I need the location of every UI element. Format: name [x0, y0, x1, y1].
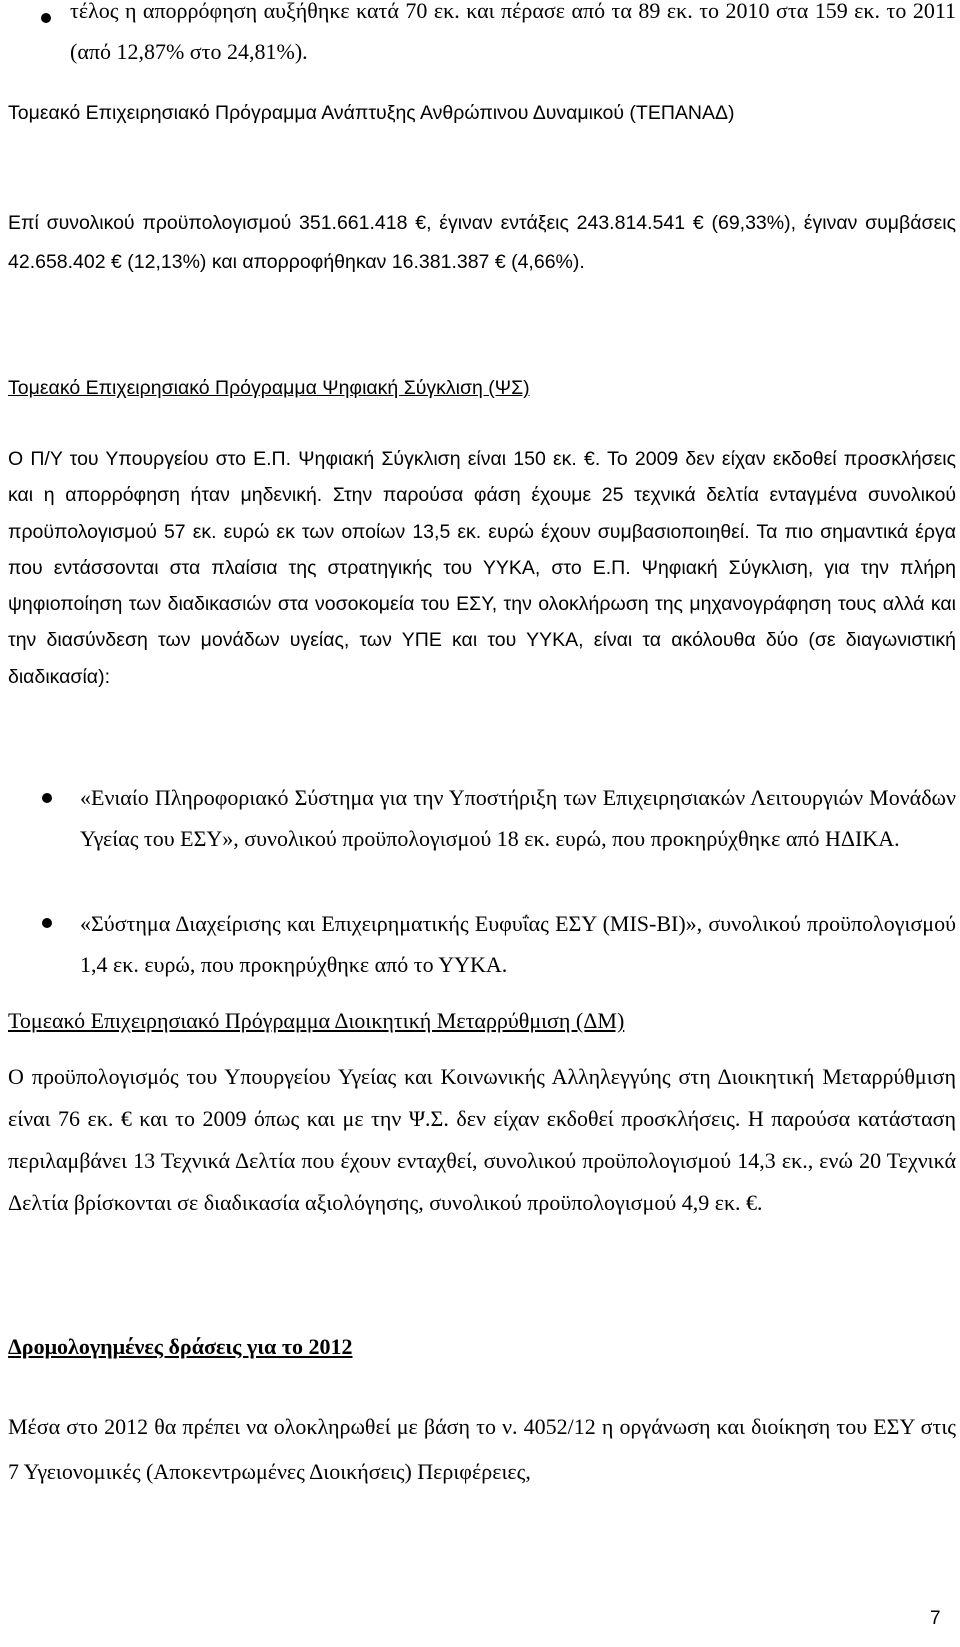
ps-body: Ο Π/Υ του Υπουργείου στο Ε.Π. Ψηφιακή Σύγκλιση είναι 150 εκ. €. Το 2009 δεν είχαν εκδοθεί προσκλήσεις και η απορρόφηση ήταν μηδενική. Στην παρούσα φάση έχουμε 25 τεχνικά δελτία ενταγμένα συνολικού προϋπολογισμού 57 εκ. ευρώ εκ των οποίων 13,5 εκ. ευρώ έχουν συμβασιοποιηθεί. Τα πιο σημαντικά έργα που εντάσσονται στα πλαίσια της στρατηγικής του ΥΥΚΑ, στο Ε.Π. Ψηφιακή Σύγκλιση, για την πλήρη ψηφιοποίηση των διαδικασιών στα νοσοκομεία του ΕΣΥ, την ολοκλήρωση της μηχανογράφηση τους αλλά και την διασύνδεση των μονάδων υγείας, των ΥΠΕ και του ΥΥΚΑ, είναι τα ακόλουθα δύο (σε διαγωνιστική διαδικασία): [8, 448, 956, 688]
dm-body: Ο προϋπολογισμός του Υπουργείου Υγείας και Κοινωνικής Αλληλεγγύης στη Διοικητική Μεταρρύθμιση είναι 76 εκ. € και το 2009 όπως και με την Ψ.Σ. δεν είχαν εκδοθεί προσκλήσεις. Η παρούσα κατάσταση περιλαμβάνει 13 Τεχνικά Δελτία που έχουν ενταχθεί, συνολικού προϋπολογισμού 14,3 εκ., ενώ 20 Τεχνικά Δελτία βρίσκονται σε διαδικασία αξιολόγησης, συνολικού προϋπολογισμού 4,9 εκ. €. [8, 1064, 956, 1215]
tepanad-body: Επί συνολικού προϋπολογισμού 351.661.418 €, έγιναν εντάξεις 243.814.541 € (69,33%), έγιναν συμβάσεις 42.658.402 € (12,13%) και απορροφήθηκαν 16.381.387 € (4,66%). [8, 212, 956, 273]
ps-bullet-1: «Ενιαίο Πληροφοριακό Σύστημα για την Υποστήριξη των Επιχειρησιακών Λειτουργιών Μονάδων Υγείας του ΕΣΥ», συνολικού προϋπολογισμού 18 εκ. ευρώ, που προκηρύχθηκε από ΗΔΙΚΑ. [80, 785, 956, 851]
bullet-dot-icon [42, 793, 52, 803]
dm-heading: Τομεακό Επιχειρησιακό Πρόγραμμα Διοικητική Μεταρρύθμιση (ΔΜ) [8, 1008, 625, 1033]
bullet-dot-icon [42, 918, 52, 928]
bullet-dot-icon [41, 13, 51, 23]
ps-bullet-2: «Σύστημα Διαχείρισης και Επιχειρηματικής Ευφυΐας ΕΣΥ (MIS-BI)», συνολικού προϋπολογισμού 1,4 εκ. ευρώ, που προκηρύχθηκε από το ΥΥΚΑ. [80, 911, 956, 977]
bullet-absorption-text: τέλος η απορρόφηση αυξήθηκε κατά 70 εκ. και πέρασε από τα 89 εκ. το 2010 στα 159 εκ. το 2011 (από 12,87% στο 24,81%). [70, 0, 956, 64]
tepanad-heading: Τομεακό Επιχειρησιακό Πρόγραμμα Ανάπτυξης Ανθρώπινου Δυναμικού (ΤΕΠΑΝΑΔ) [8, 102, 735, 124]
ps-heading: Τομεακό Επιχειρησιακό Πρόγραμμα Ψηφιακή Σύγκλιση (ΨΣ) [8, 377, 530, 399]
plans-2012-body: Μέσα στο 2012 θα πρέπει να ολοκληρωθεί με βάση το ν. 4052/12 η οργάνωση και διοίκηση του ΕΣΥ στις 7 Υγειονομικές (Αποκεντρωμένες Διοικήσεις) Περιφέρειες, [8, 1414, 956, 1484]
plans-2012-heading: Δρομολογημένες δράσεις για το 2012 [8, 1334, 353, 1359]
page-number: 7 [930, 1608, 941, 1629]
